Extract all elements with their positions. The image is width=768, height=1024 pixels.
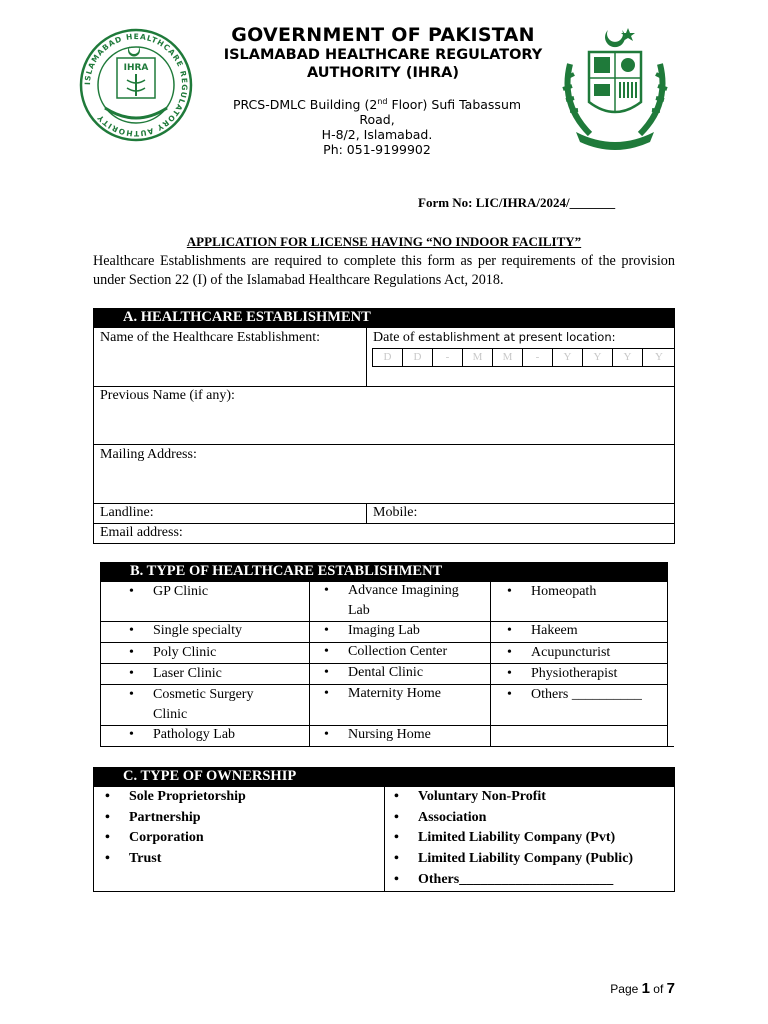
date-box-y2[interactable]: Y bbox=[582, 348, 612, 367]
government-title: GOVERNMENT OF PAKISTAN bbox=[231, 24, 535, 46]
date-box-m2[interactable]: M bbox=[492, 348, 522, 367]
date-box-d1[interactable]: D bbox=[372, 348, 402, 367]
date-box-d2[interactable]: D bbox=[402, 348, 432, 367]
svg-text:ISLAMABAD HEALTHCARE REGULATOR: ISLAMABAD HEALTHCARE REGULATORY AUTHORITY bbox=[82, 31, 190, 139]
address-line-1: PRCS-DMLC Building (2nd Floor) Sufi Tabassum bbox=[232, 97, 522, 113]
date-box-sep2: - bbox=[522, 348, 552, 367]
mailing-address-field[interactable]: Mailing Address: bbox=[100, 447, 197, 462]
address-block bbox=[222, 94, 532, 157]
application-title: APPLICATION FOR LICENSE HAVING “NO INDOOR FACILITY” bbox=[186, 234, 582, 249]
address-line-3: H-8/2, Islamabad. bbox=[321, 127, 433, 143]
address-line-2: Road, bbox=[359, 112, 395, 128]
pakistan-emblem bbox=[556, 24, 674, 152]
section-c-heading: C. TYPE OF OWNERSHIP bbox=[93, 767, 675, 787]
date-label-prefix: Date of bbox=[373, 330, 419, 345]
phone-number: Ph: 051-9199902 bbox=[323, 142, 431, 158]
date-box-y4[interactable]: Y bbox=[642, 348, 675, 367]
date-box-y1[interactable]: Y bbox=[552, 348, 582, 367]
intro-paragraph: Healthcare Establishments are required to complete this form as per requirements of the provision under Section 22 (I) of the Islamabad Healthcare Regulations Act, 2018. bbox=[93, 253, 675, 288]
establishment-name-label[interactable]: Name of the Healthcare Establishment: bbox=[100, 330, 321, 345]
date-box-sep1: - bbox=[432, 348, 462, 367]
section-a-heading: A. HEALTHCARE ESTABLISHMENT bbox=[93, 308, 675, 328]
mobile-field[interactable]: Mobile: bbox=[373, 505, 418, 520]
section-b-heading: B. TYPE OF HEALTHCARE ESTABLISHMENT bbox=[100, 562, 668, 582]
page-number: Page 1 of 7 bbox=[610, 980, 675, 997]
svg-text:IHRA: IHRA bbox=[123, 63, 149, 73]
authority-line-2: AUTHORITY (IHRA) bbox=[306, 65, 460, 81]
previous-name-field[interactable]: Previous Name (if any): bbox=[100, 388, 235, 403]
date-box-y3[interactable]: Y bbox=[612, 348, 642, 367]
ihra-logo bbox=[75, 28, 197, 142]
date-label-suffix: establishment at present location: bbox=[418, 330, 616, 344]
date-of-establishment-label[interactable] bbox=[373, 328, 616, 347]
authority-line-1: ISLAMABAD HEALTHCARE REGULATORY bbox=[223, 47, 543, 63]
authority-title bbox=[200, 46, 566, 82]
email-field[interactable]: Email address: bbox=[100, 525, 183, 540]
landline-field[interactable]: Landline: bbox=[100, 505, 154, 520]
date-box-m1[interactable]: M bbox=[462, 348, 492, 367]
form-number: Form No: LIC/IHRA/2024/_______ bbox=[418, 195, 616, 210]
